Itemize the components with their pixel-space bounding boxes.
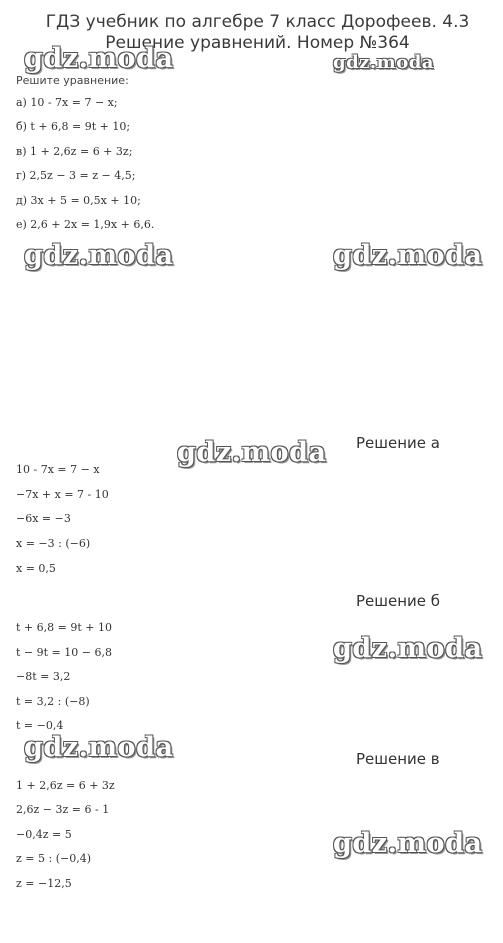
solution-b-step: t − 9t = 10 − 6,8 [16,646,112,659]
solution-a-step: x = 0,5 [16,562,56,575]
solution-b-step: t = −0,4 [16,719,64,732]
solution-heading-a: Решение а [356,434,440,452]
watermark-logo: gdz.moda [24,732,174,763]
task-item-e: е) 2,6 + 2x = 1,9x + 6,6. [16,218,155,231]
solution-a-step: x = −3 : (−6) [16,537,91,550]
task-item-d: д) 3x + 5 = 0,5x + 10; [16,194,141,207]
solution-a-step: −7x + x = 7 - 10 [16,488,109,501]
watermark-logo: gdz.moda [177,437,327,468]
watermark-logo: gdz.moda [333,828,483,859]
solution-a-step: −6x = −3 [16,512,71,525]
solution-v-step: −0,4z = 5 [16,828,72,841]
watermark-logo: gdz.moda [333,633,483,664]
task-instruction: Решите уравнение: [16,74,129,87]
solution-b-step: −8t = 3,2 [16,670,71,683]
solution-v-step: 1 + 2,6z = 6 + 3z [16,779,115,792]
solution-a-step: 10 - 7x = 7 − x [16,463,100,476]
task-item-g: г) 2,5z − 3 = z − 4,5; [16,169,136,182]
watermark-logo: gdz.moda [24,240,174,271]
solution-heading-b: Решение б [356,592,441,610]
task-item-v: в) 1 + 2,6z = 6 + 3z; [16,145,133,158]
solution-v-step: z = 5 : (−0,4) [16,852,91,865]
task-item-a: а) 10 - 7x = 7 − x; [16,96,118,109]
task-item-b: б) t + 6,8 = 9t + 10; [16,120,131,133]
watermark-logo: gdz.moda [24,43,174,74]
watermark-logo: gdz.moda [333,240,483,271]
page-title: ГДЗ учебник по алгебре 7 класс Дорофеев. 4.3 Решение уравнений. Номер №364 [45,12,470,53]
solution-v-step: z = −12,5 [16,877,72,890]
solution-b-step: t = 3,2 : (−8) [16,695,90,708]
solution-heading-v: Решение в [356,750,440,768]
watermark-logo: gdz.moda [333,52,434,73]
solution-v-step: 2,6z − 3z = 6 - 1 [16,803,110,816]
solution-b-step: t + 6,8 = 9t + 10 [16,621,112,634]
